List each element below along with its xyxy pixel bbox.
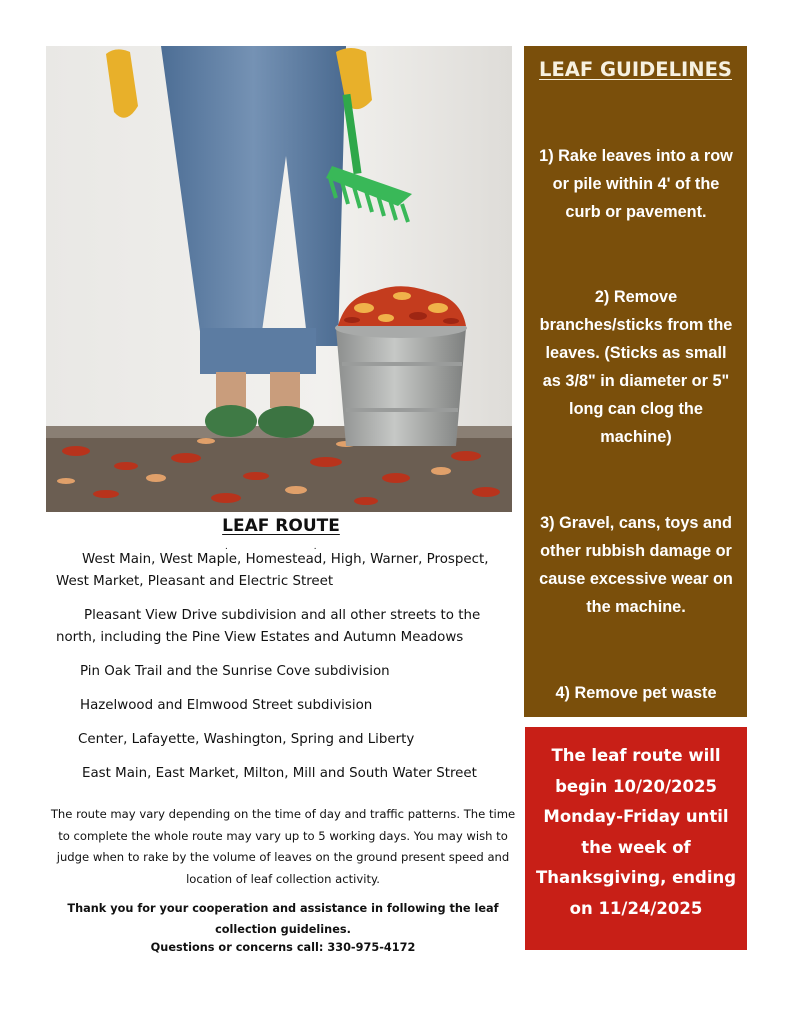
route-heading-dots: .. <box>225 541 403 552</box>
guideline-item: 3) Gravel, cans, toys and other rubbish damage or cause excessive wear on the machine. <box>539 514 733 616</box>
route-item: Center, Lafayette, Washington, Spring and Liberty <box>78 732 415 747</box>
guideline-item: 2) Remove branches/sticks from the leaves. (Sticks as small as 3/8" in diameter or 5" long can clog the machine) <box>539 288 733 446</box>
guidelines-heading: LEAF GUIDELINES <box>539 58 732 81</box>
leaf-route-heading: LEAF ROUTE <box>222 516 340 536</box>
route-item: West Main, West Maple, Homestead, High, Warner, Prospect, West Market, Pleasant and Electric Street <box>56 552 489 589</box>
route-item: Pleasant View Drive subdivision and all other streets to the north, including the Pine View Estates and Autumn Meadows <box>56 608 481 645</box>
route-schedule-notice <box>525 727 747 950</box>
leaf-raking-photo <box>46 46 512 512</box>
schedule-text: The leaf route will begin 10/20/2025 Monday-Friday until the week of Thanksgiving, ending on 11/24/2025 <box>535 746 737 918</box>
guideline-item: 4) Remove pet waste <box>555 684 717 702</box>
route-variation-note: The route may vary depending on the time of day and traffic patterns. The time to complete the whole route may vary up to 5 working days. You may wish to judge when to rake by the volume of leaves on the ground present speed and location of leaf collection activity. <box>50 807 516 886</box>
guideline-item: 1) Rake leaves into a row or pile within 4' of the curb or pavement. <box>539 147 733 221</box>
route-list <box>56 549 512 797</box>
photo-illustration <box>46 46 512 512</box>
thank-you-message: Thank you for your cooperation and assistance in following the leaf collection guidelines. <box>67 902 499 936</box>
route-item: East Main, East Market, Milton, Mill and South Water Street <box>82 766 477 781</box>
route-item: Pin Oak Trail and the Sunrise Cove subdivision <box>80 664 390 679</box>
contact-phone: Questions or concerns call: 330-975-4172 <box>150 941 416 954</box>
route-item: Hazelwood and Elmwood Street subdivision <box>80 698 373 713</box>
leaf-guidelines-panel <box>524 46 747 717</box>
